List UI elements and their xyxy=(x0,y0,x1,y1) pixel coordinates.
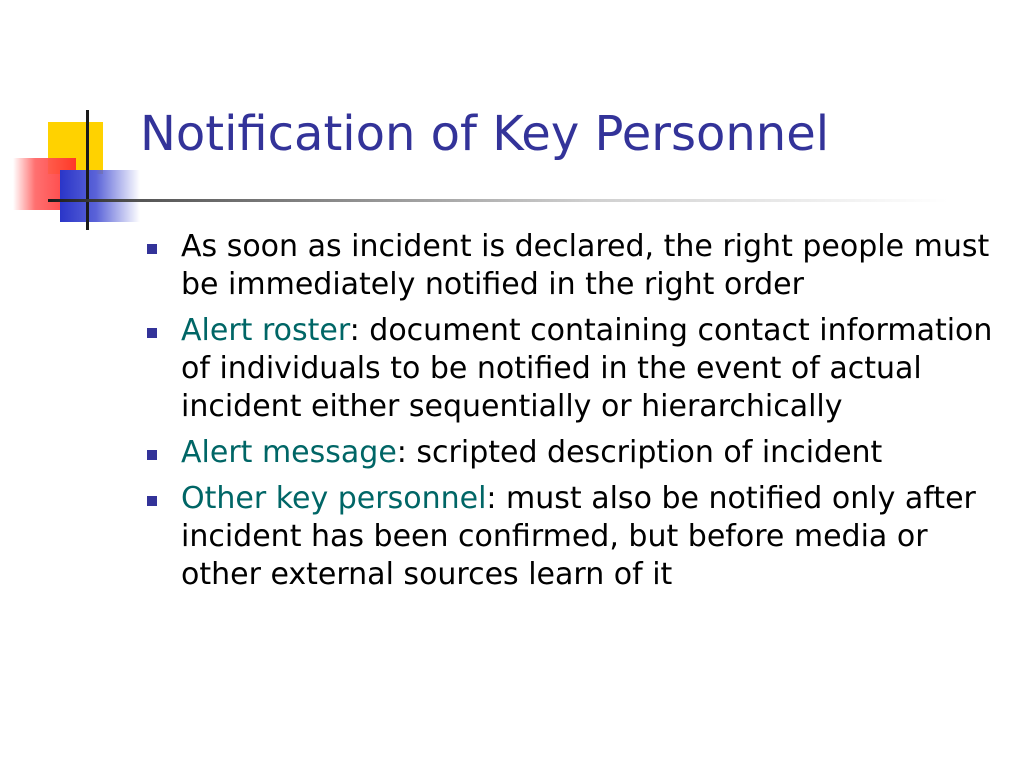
slide-title: Notification of Key Personnel xyxy=(140,106,830,162)
bullet-text: : document containing contact information of individuals to be notified in the event of actual incident either sequentially or hierarchically xyxy=(181,313,993,424)
bullet-item xyxy=(140,312,1000,426)
square-bullet-icon xyxy=(147,450,157,460)
bullet-term: Other key personnel xyxy=(181,481,487,516)
bullet-item xyxy=(140,434,1000,472)
bullet-item xyxy=(140,480,1000,594)
bullet-text: : scripted description of incident xyxy=(396,435,883,470)
bullet-list xyxy=(140,228,1000,602)
bullet-text: As soon as incident is declared, the right people must be immediately notified in the right order xyxy=(181,229,990,302)
bullet-term: Alert message xyxy=(181,435,397,470)
square-bullet-icon xyxy=(147,496,157,506)
title-underline xyxy=(48,199,948,202)
bullet-item xyxy=(140,228,1000,304)
decorative-squares-logo xyxy=(0,0,150,240)
bullet-term: Alert roster xyxy=(181,313,350,348)
blue-square xyxy=(60,170,140,222)
vertical-rule xyxy=(86,110,89,230)
square-bullet-icon xyxy=(147,244,157,254)
square-bullet-icon xyxy=(147,328,157,338)
bullet-text: : must also be notified only after incident has been confirmed, but before media or other external sources learn of it xyxy=(181,481,976,592)
